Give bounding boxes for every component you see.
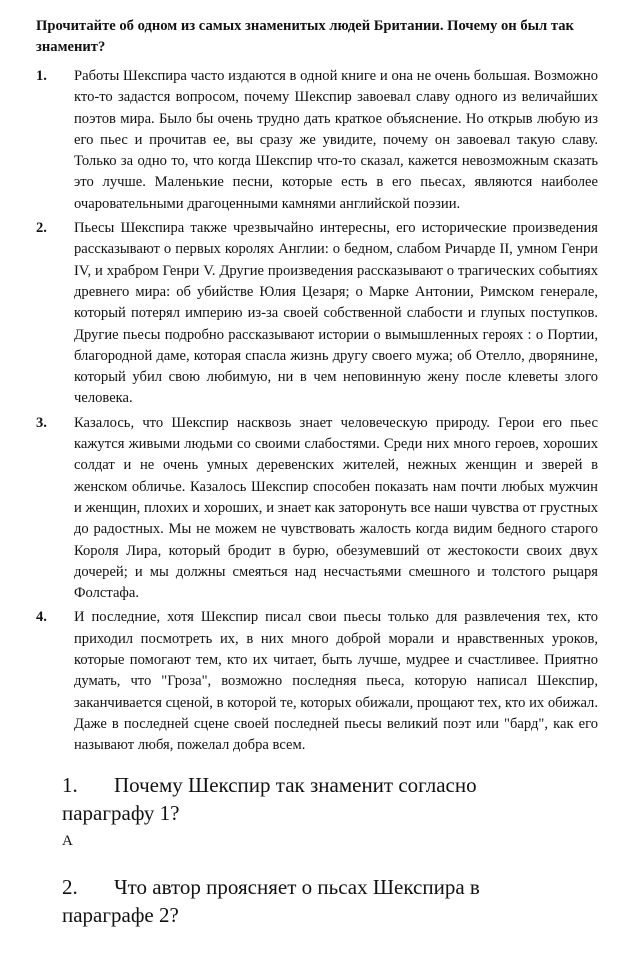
paragraph-number: 1. <box>36 68 47 84</box>
question-text: Что автор проясняет о пьсах Шекспира в параграфе 2? <box>62 874 480 927</box>
question-2 <box>62 873 532 929</box>
paragraph-1 <box>36 66 598 215</box>
paragraph-2 <box>36 218 598 410</box>
instruction-text: Прочитайте об одном из самых знаменитых людей Британии. Почему он был так знаменит? <box>36 18 574 55</box>
paragraph-4 <box>36 607 598 756</box>
paragraph-list <box>36 66 598 757</box>
paragraph-text: И последние, хотя Шекспир писал свои пьесы только для развлечения тех, кто приходил посмотреть их, в них много доброй морали и нравственных уроков, которые помогают тем, кто их читает, быть лучше, мудрее и счастливее. Приятно думать, что "Гроза", возможно последняя пьеса, которую написал Шекспир, заканчивается сценой, в которой те, которых обижали, прощают тех, кто их обижал. Даже в последней сцене своей последней пьесы великий поэт или "бард", как его называют любя, пожелал добра всем. <box>74 609 598 754</box>
question-number: 1. <box>62 772 78 797</box>
question-list <box>62 771 598 929</box>
question-text: Почему Шекспир так знаменит согласно параграфу 1? <box>62 772 477 825</box>
paragraph-3 <box>36 413 598 605</box>
paragraph-text: Работы Шекспира часто издаются в одной книге и она не очень большая. Возможно кто-то задастся вопросом, почему Шекспир завоевал славу одного из величайших поэтов мира. Было бы очень трудно дать краткое объяснение. Но открыв любую из его пьес и прочитав ее, вы сразу же увидите, почему он завоевал такую славу. Только за одно то, что когда Шекспир что-то сказал, кажется невозможным сказать это лучше. Маленькие песни, которые есть в его пьесах, являются наиболее очаровательными драгоценными камнями английской поэзии. <box>74 68 598 212</box>
paragraph-number: 4. <box>36 609 47 626</box>
paragraph-number: 3. <box>36 414 47 431</box>
paragraph-text: Пьесы Шекспира также чрезвычайно интересны, его исторические произведения рассказывают о первых королях Англии: о бедном, слабом Ричарде II, умном Генри IV, и храбром Генри V. Другие произведения рассказывают о трагических событиях древнего мира: об убийстве Юлия Цезаря; о Марке Антонии, Римском генерале, который потерял империю из-за своей собственной слабости и глупых поступков. Другие пьесы подробно рассказывают истории о вымышленных героях : о Портии, благородной даме, которая спасла жизнь другу своего мужа; об Отелло, дворянине, который убил свою любимую, ни в чем неповинную жену после клеветы злого человека. <box>74 220 598 407</box>
question-number: 2. <box>62 874 78 899</box>
answer-text[interactable]: А <box>62 832 73 849</box>
paragraph-text: Казалось, что Шекспир насквозь знает человеческую природу. Герои его пьес кажутся живыми людьми со своими слабостями. Среди них много героев, хороших солдат и не очень умных деревенских жителей, нежных женщин и зверей в женском обличье. Казалось Шекспир способен показать нам почти любых мужчин и женщин, плохих и хороших, и знает как затоpонуть все наши чувства от грустных до радостных. Мы не можем не чувствовать жалость когда видим бедного старого Короля Лира, который бродит в бурю, обезумевший от жестокости своих двух дочерей; и мы должны смеяться над несчастьями смешного и толстого рыцаря Фолстафа. <box>74 414 598 602</box>
paragraph-number: 2. <box>36 220 47 237</box>
question-1 <box>62 771 532 827</box>
